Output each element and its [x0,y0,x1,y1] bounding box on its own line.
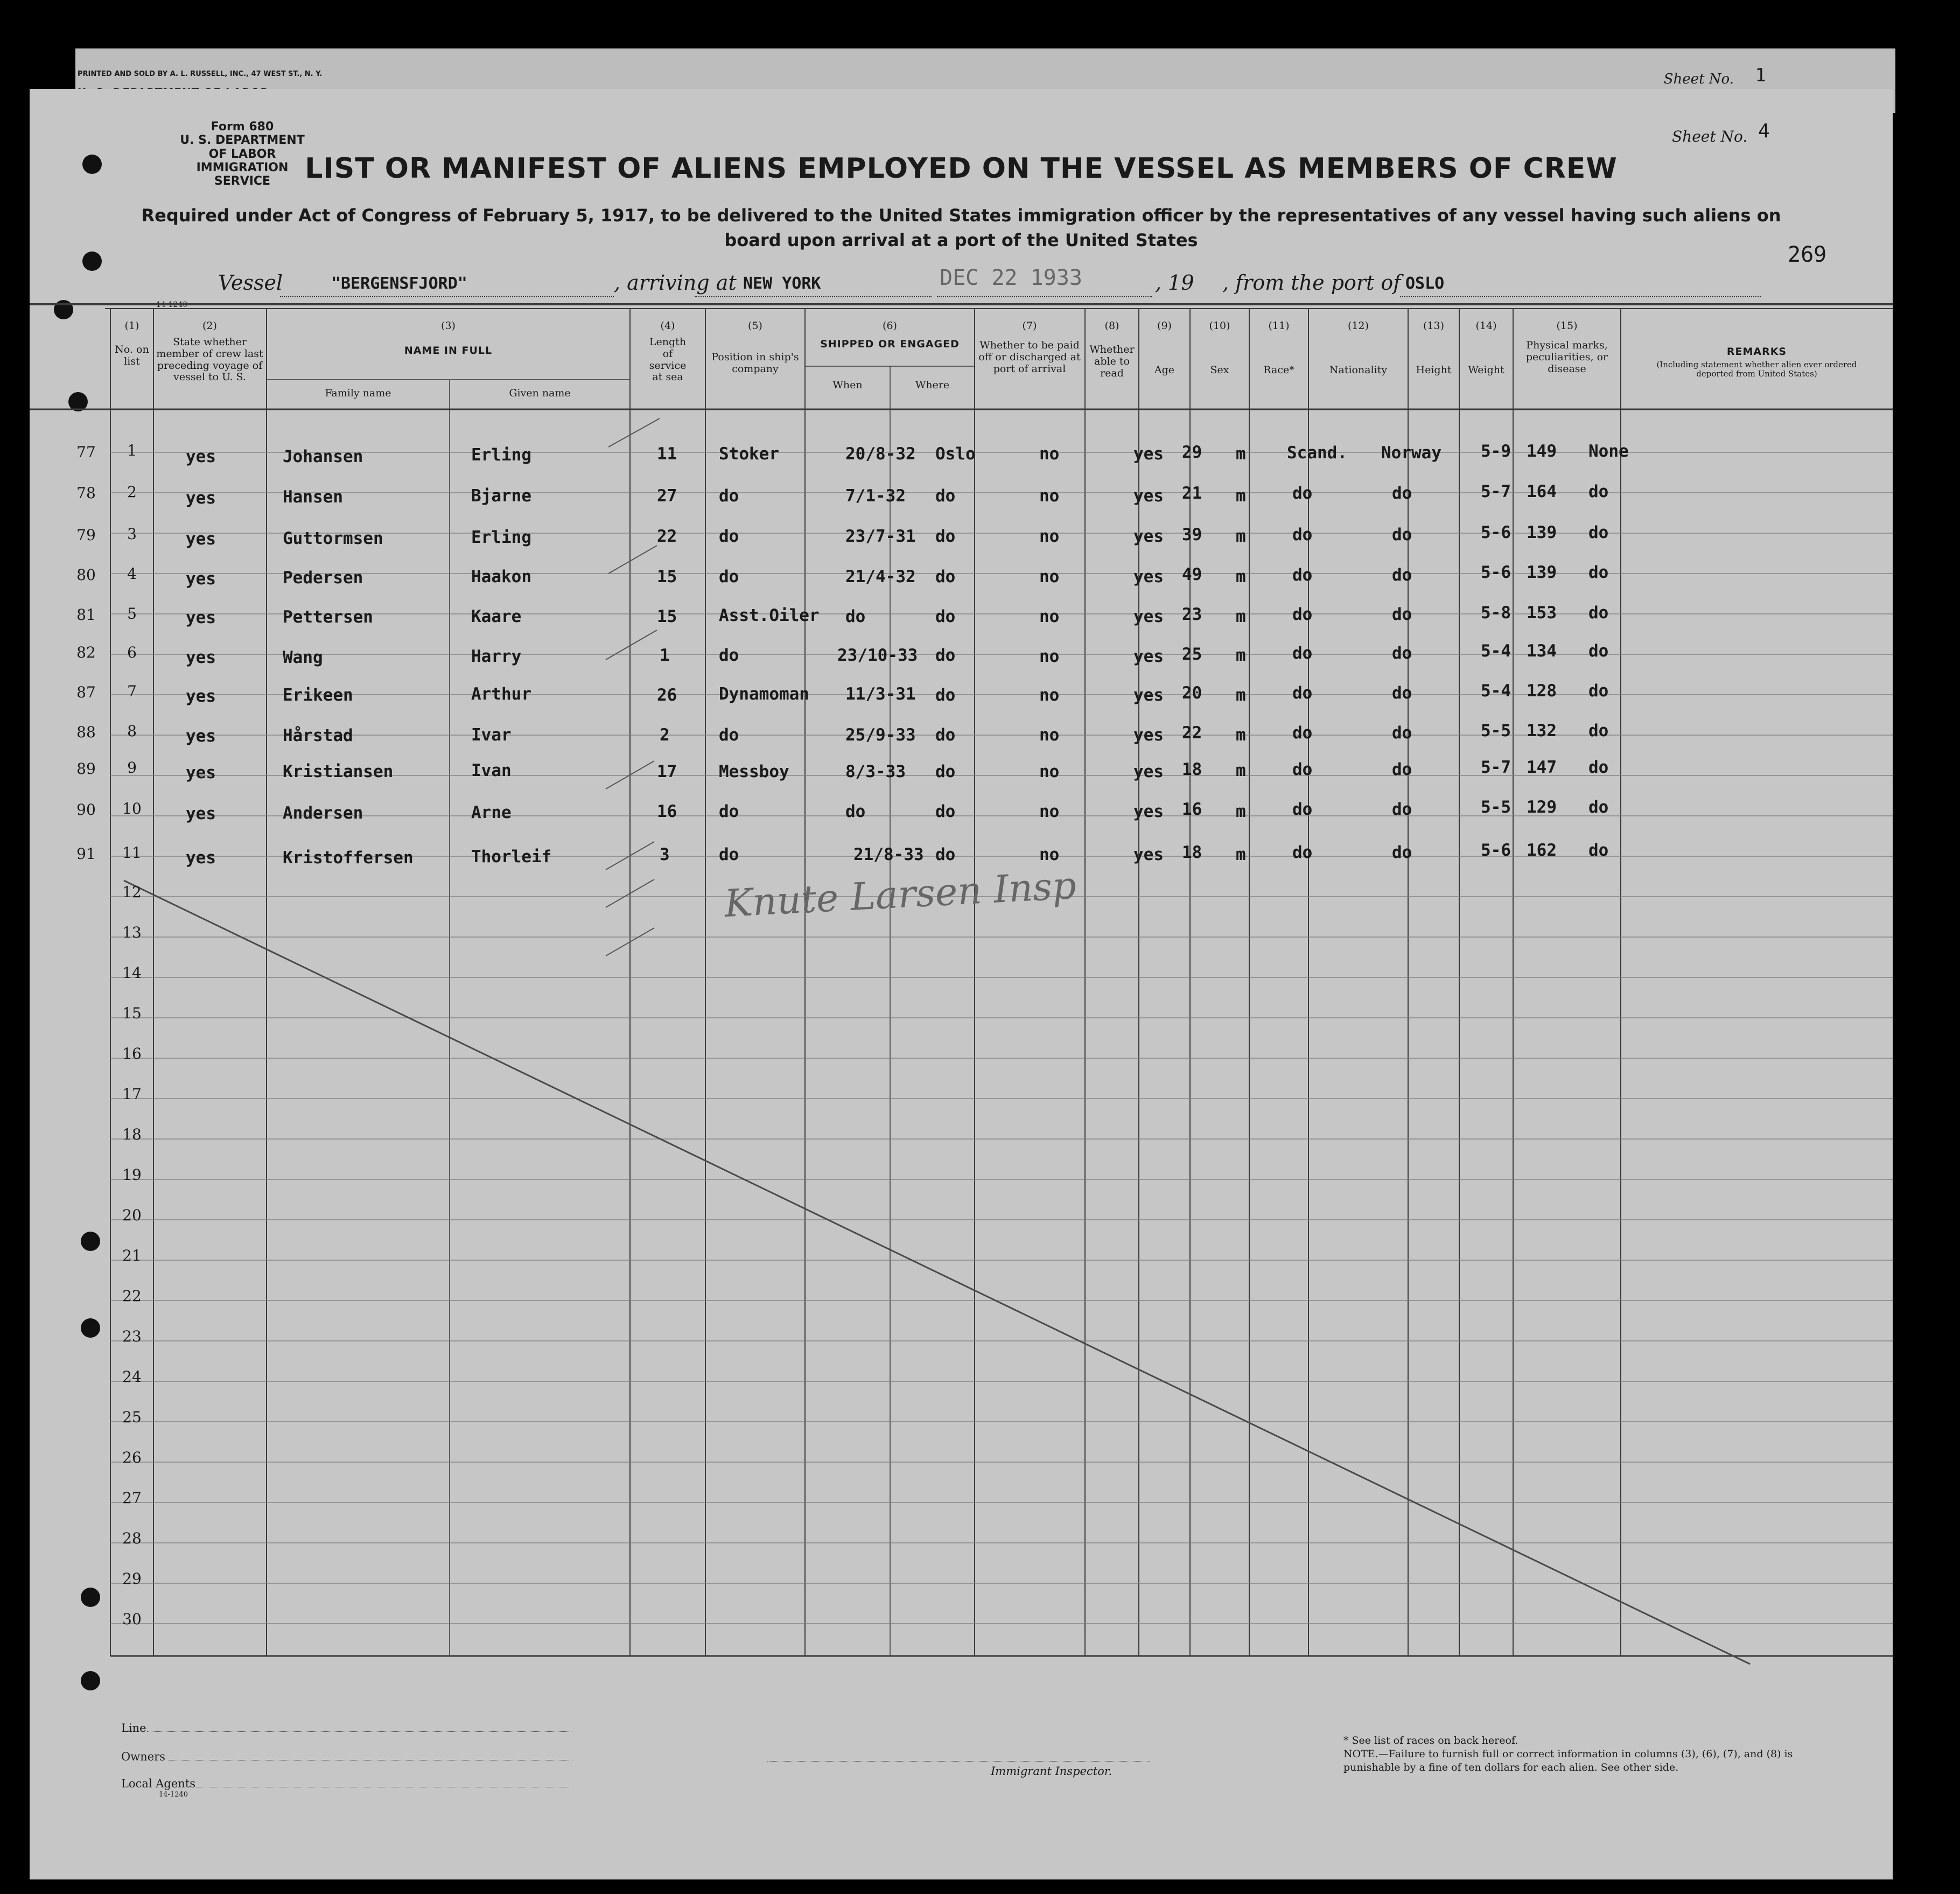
paid-off: no [1039,444,1060,464]
remarks-header: REMARKS (Including statement whether alien ever ordered deported from United States) [1656,346,1857,379]
line-label: Line [121,1722,146,1735]
nationality: do [1392,484,1412,503]
sex: m [1236,486,1246,506]
margin-number: 80 [76,566,96,584]
nationality: do [1392,800,1412,819]
physical-marks: do [1588,482,1609,501]
race: do [1292,525,1313,544]
sex: m [1236,686,1246,705]
printer-line: PRINTED AND SOLD BY A. L. RUSSELL, INC., 47 WEST ST., N. Y. [78,70,323,78]
col-10-header: (10) Sex [1209,320,1230,376]
race: do [1292,760,1313,779]
col-9-header: (9) Age [1154,320,1175,376]
age: 16 [1182,800,1202,819]
position: do [719,527,739,546]
col-14-header: (14) Weight [1468,320,1504,376]
family-name: Hårstad [283,726,353,745]
shipped-where: Oslo [935,444,976,464]
height: 5-7 [1481,482,1511,501]
margin-number: 90 [76,801,96,819]
physical-marks: None [1588,442,1629,461]
able-to-read: yes [1133,527,1164,546]
paid-off: no [1039,527,1060,546]
race-note: * See list of races on back hereof. [1343,1735,1518,1746]
shipped-when: 7/1-32 [845,486,906,506]
race: do [1292,683,1313,703]
margin-number: 77 [76,443,96,461]
empty-row-number: 21 [122,1247,142,1264]
race: do [1292,484,1313,503]
row-number: 9 [127,759,137,777]
row-number: 6 [127,644,137,661]
race: do [1292,644,1313,663]
owners-label: Owners [121,1750,165,1763]
from-port: OSLO [1405,274,1445,293]
empty-row-number: 13 [122,924,142,941]
sex: m [1236,527,1246,546]
shipped-where: do [935,646,956,665]
weight: 132 [1527,721,1557,740]
shipped-when: 21/4-32 [845,567,916,586]
col-12-header: (12) Nationality [1329,320,1388,376]
nationality: do [1392,723,1412,743]
empty-row-number: 18 [122,1126,142,1143]
family-name: Andersen [283,803,363,823]
shipped-where: do [935,527,956,546]
shipped-when: 25/9-33 [845,725,916,745]
prev-voyage: yes [186,848,216,868]
given-name: Kaare [471,607,522,626]
footer-print-code: 14-1240 [159,1791,188,1799]
underlying-sheet-label: Sheet No. [1663,71,1734,87]
shipped-when: 20/8-32 [845,444,916,464]
position: do [719,567,739,586]
position: Asst.Oiler [719,606,820,625]
margin-number: 79 [76,526,96,544]
height: 5-5 [1481,721,1511,740]
empty-row-number: 23 [122,1327,142,1345]
row-number: 2 [127,483,137,501]
row-number: 3 [127,525,137,543]
service-length: 11 [657,444,677,464]
prev-voyage: yes [186,648,216,667]
age: 49 [1182,565,1202,584]
family-name: Pedersen [283,568,363,588]
nationality: Norway [1381,443,1441,463]
service-length: 26 [657,686,677,705]
sex: m [1236,725,1246,745]
shipped-when: 8/3-33 [845,762,906,781]
empty-row-number: 27 [122,1489,142,1507]
race: do [1292,800,1313,819]
family-name: Pettersen [283,607,373,627]
age: 20 [1182,683,1202,703]
service-length: 27 [657,486,677,506]
inspector-line [767,1761,1150,1762]
service-length: 3 [660,845,670,864]
empty-row-number: 12 [122,883,142,901]
empty-row-number: 22 [122,1287,142,1305]
row-number: 7 [127,682,137,700]
paid-off: no [1039,486,1060,506]
paid-off: no [1039,762,1060,781]
physical-marks: do [1588,563,1609,582]
prev-voyage: yes [186,569,216,589]
row-number: 10 [122,800,142,817]
race: do [1292,843,1313,862]
given-name: Harry [471,647,522,666]
empty-row-number: 16 [122,1045,142,1063]
able-to-read: yes [1133,567,1164,586]
prev-voyage: yes [186,726,216,746]
prev-voyage: yes [186,447,216,466]
given-name: Haakon [471,567,531,586]
position: do [719,486,739,506]
nationality: do [1392,605,1412,624]
row-number: 5 [127,605,137,623]
col-15-header: (15) Physical marks, peculiarities, or disease [1525,320,1608,375]
col-7-header: (7) Whether to be paid off or discharged at port of arrival [978,320,1081,375]
weight: 129 [1527,798,1557,817]
physical-marks: do [1588,841,1609,860]
empty-row-number: 25 [122,1408,142,1426]
weight: 164 [1527,482,1557,501]
col-5-header: (5) Position in ship's company [711,320,799,375]
race: do [1292,565,1313,585]
given-name: Bjarne [471,486,531,506]
able-to-read: yes [1133,845,1164,864]
row-number: 8 [127,722,137,740]
height: 5-4 [1481,681,1511,701]
service-length: 15 [657,567,677,586]
physical-marks: do [1588,721,1609,740]
margin-number: 82 [76,644,96,661]
form-service: IMMIGRATION SERVICE [196,160,289,188]
paid-off: no [1039,567,1060,586]
nationality: do [1392,525,1412,544]
vessel-label: Vessel [218,271,283,295]
from-port-label: , from the port of [1222,271,1401,295]
sheet-label: Sheet No. [1672,128,1748,145]
sex: m [1236,802,1246,821]
paid-off: no [1039,845,1060,864]
row-number: 1 [127,442,137,459]
form-department: U. S. DEPARTMENT OF LABOR [180,134,305,161]
col-3-header: (3) NAME IN FULL [404,320,493,357]
prev-voyage: yes [186,763,216,782]
margin-number: 91 [76,845,96,863]
position: do [719,802,739,821]
able-to-read: yes [1133,725,1164,745]
page-number: 269 [1788,242,1827,267]
family-name: Hansen [283,487,343,507]
age: 23 [1182,605,1202,624]
row-number: 4 [127,565,137,583]
vessel-name: "BERGENSFJORD" [331,274,467,293]
prev-voyage: yes [186,687,216,706]
date-stamp: DEC 22 1933 [940,265,1082,290]
service-length: 1 [660,646,670,665]
col-6-header: (6) SHIPPED OR ENGAGED [820,320,960,350]
form-subtitle: Required under Act of Congress of February 5, 1917, to be delivered to the United States immigration officer by the representatives of any vessel having such aliens on board upon arrival at a port of the United States [141,205,1781,251]
sex: m [1236,607,1246,626]
age: 25 [1182,645,1202,664]
shipped-when: 11/3-31 [845,684,916,704]
underlying-sheet-number: 1 [1755,65,1766,86]
position: do [719,646,739,665]
age: 18 [1182,843,1202,862]
sex: m [1236,646,1246,665]
physical-marks: do [1588,523,1609,542]
shipped-where: do [935,607,956,626]
empty-row-number: 19 [122,1166,142,1184]
height: 5-9 [1481,442,1511,461]
physical-marks: do [1588,603,1609,623]
nationality: do [1392,644,1412,663]
weight: 128 [1527,681,1557,701]
inspector-label: Immigrant Inspector. [991,1765,1112,1778]
physical-marks: do [1588,681,1609,701]
weight: 149 [1527,442,1557,461]
shipped-where: do [935,762,956,781]
given-name: Arne [471,803,512,822]
sex: m [1236,845,1246,864]
col-4-header: (4) Length of service at sea [649,320,687,383]
sex: m [1236,761,1246,780]
year-label: , 19 [1155,271,1194,295]
page-title: LIST OR MANIFEST OF ALIENS EMPLOYED ON THE VESSEL AS MEMBERS OF CREW [305,152,1618,185]
given-name: Erling [471,528,531,547]
able-to-read: yes [1133,607,1164,626]
physical-marks: do [1588,758,1609,777]
weight: 162 [1527,841,1557,860]
margin-number: 87 [76,683,96,701]
margin-number: 78 [76,484,96,502]
height: 5-6 [1481,563,1511,582]
physical-marks: do [1588,798,1609,817]
weight: 139 [1527,563,1557,582]
given-name: Arthur [471,684,531,704]
age: 21 [1182,484,1202,503]
given-name: Thorleif [471,847,552,866]
prev-voyage: yes [186,608,216,627]
family-name-header: Family name [325,387,391,399]
family-name: Guttormsen [283,529,383,548]
able-to-read: yes [1133,444,1164,464]
prev-voyage: yes [186,529,216,549]
margin-number: 81 [76,606,96,624]
empty-row-number: 14 [122,964,142,982]
paid-off: no [1039,802,1060,821]
empty-row-number: 24 [122,1368,142,1386]
family-name: Wang [283,648,323,667]
paid-off: no [1039,725,1060,745]
paid-off: no [1039,686,1060,705]
given-name: Ivar [471,725,512,745]
nationality: do [1392,683,1412,703]
nationality: do [1392,565,1412,585]
empty-row-number: 17 [122,1085,142,1103]
shipped-when: 23/7-31 [845,527,916,546]
family-name: Kristoffersen [283,848,414,868]
position: Messboy [719,762,789,781]
prev-voyage: yes [186,804,216,823]
position: Dynamoman [719,684,809,704]
form-number: Form 680 [211,120,274,134]
empty-row-number: 30 [122,1610,142,1628]
position: Stoker [719,444,779,464]
height: 5-6 [1481,841,1511,860]
empty-row-number: 26 [122,1449,142,1466]
weight: 153 [1527,603,1557,623]
shipped-when: 21/8-33 [853,845,924,864]
height: 5-5 [1481,798,1511,817]
shipped-where: do [935,686,956,705]
weight: 139 [1527,523,1557,542]
service-length: 2 [660,725,670,745]
age: 22 [1182,723,1202,743]
row-number: 11 [122,844,142,862]
sex: m [1236,444,1246,464]
empty-row-number: 15 [122,1004,142,1022]
arriving-port: NEW YORK [743,274,821,293]
inspector-signature: Knute Larsen Insp [723,863,1077,926]
height: 5-6 [1481,523,1511,542]
sheet-number: 4 [1758,120,1770,142]
arriving-label: , arriving at [614,271,737,295]
given-name: Erling [471,445,531,465]
service-length: 22 [657,527,677,546]
col-11-header: (11) Race* [1263,320,1294,376]
shipped-when: do [845,607,866,626]
header-print-code: 14-1240 [156,300,188,309]
weight: 134 [1527,641,1557,661]
empty-row-number: 20 [122,1206,142,1224]
age: 18 [1182,760,1202,779]
nationality: do [1392,843,1412,862]
family-name: Kristiansen [283,762,394,781]
line-underline [147,1731,572,1732]
physical-marks: do [1588,641,1609,661]
given-name: Ivan [471,761,512,780]
col-2-header: (2) State whether member of crew last preceding voyage of vessel to U. S. [156,320,263,383]
age: 39 [1182,525,1202,544]
empty-row-number: 29 [122,1570,142,1588]
age: 29 [1182,443,1202,462]
shipped-where: do [935,725,956,745]
service-length: 15 [657,607,677,626]
service-length: 17 [657,762,677,781]
weight: 147 [1527,758,1557,777]
service-length: 16 [657,802,677,821]
height: 5-8 [1481,603,1511,623]
shipped-when: do [845,802,866,821]
able-to-read: yes [1133,686,1164,705]
position: do [719,845,739,864]
able-to-read: yes [1133,486,1164,506]
sex: m [1236,567,1246,586]
col-1-header: (1) No. on list [115,320,149,367]
margin-number: 88 [76,723,96,741]
position: do [719,725,739,745]
local-agents-label: Local Agents [121,1777,196,1790]
empty-row-number: 28 [122,1529,142,1547]
race: do [1292,605,1313,624]
shipped-where: do [935,486,956,506]
col-8-header: (8) Whether able to read [1089,320,1135,379]
paid-off: no [1039,647,1060,666]
height: 5-7 [1481,758,1511,777]
paid-off: no [1039,607,1060,626]
family-name: Johansen [283,447,363,466]
margin-number: 89 [76,760,96,778]
where-header: Where [915,379,950,391]
shipped-where: do [935,845,956,864]
able-to-read: yes [1133,762,1164,781]
family-name: Erikeen [283,686,353,705]
manifest-sheet [30,89,1893,1879]
penalty-note: NOTE.—Failure to furnish full or correct information in columns (3), (6), (7), and (8) is punishable by a fine of ten dollars for each alien. See other side. [1343,1748,1793,1773]
shipped-where: do [935,802,956,821]
race: do [1292,723,1313,743]
race: Scand. [1287,443,1347,463]
able-to-read: yes [1133,802,1164,821]
height: 5-4 [1481,641,1511,661]
shipped-when: 23/10-33 [837,646,918,665]
able-to-read: yes [1133,647,1164,666]
nationality: do [1392,760,1412,779]
shipped-where: do [935,567,956,586]
when-header: When [832,379,863,391]
given-name-header: Given name [509,387,571,399]
prev-voyage: yes [186,488,216,508]
col-13-header: (13) Height [1416,320,1452,376]
